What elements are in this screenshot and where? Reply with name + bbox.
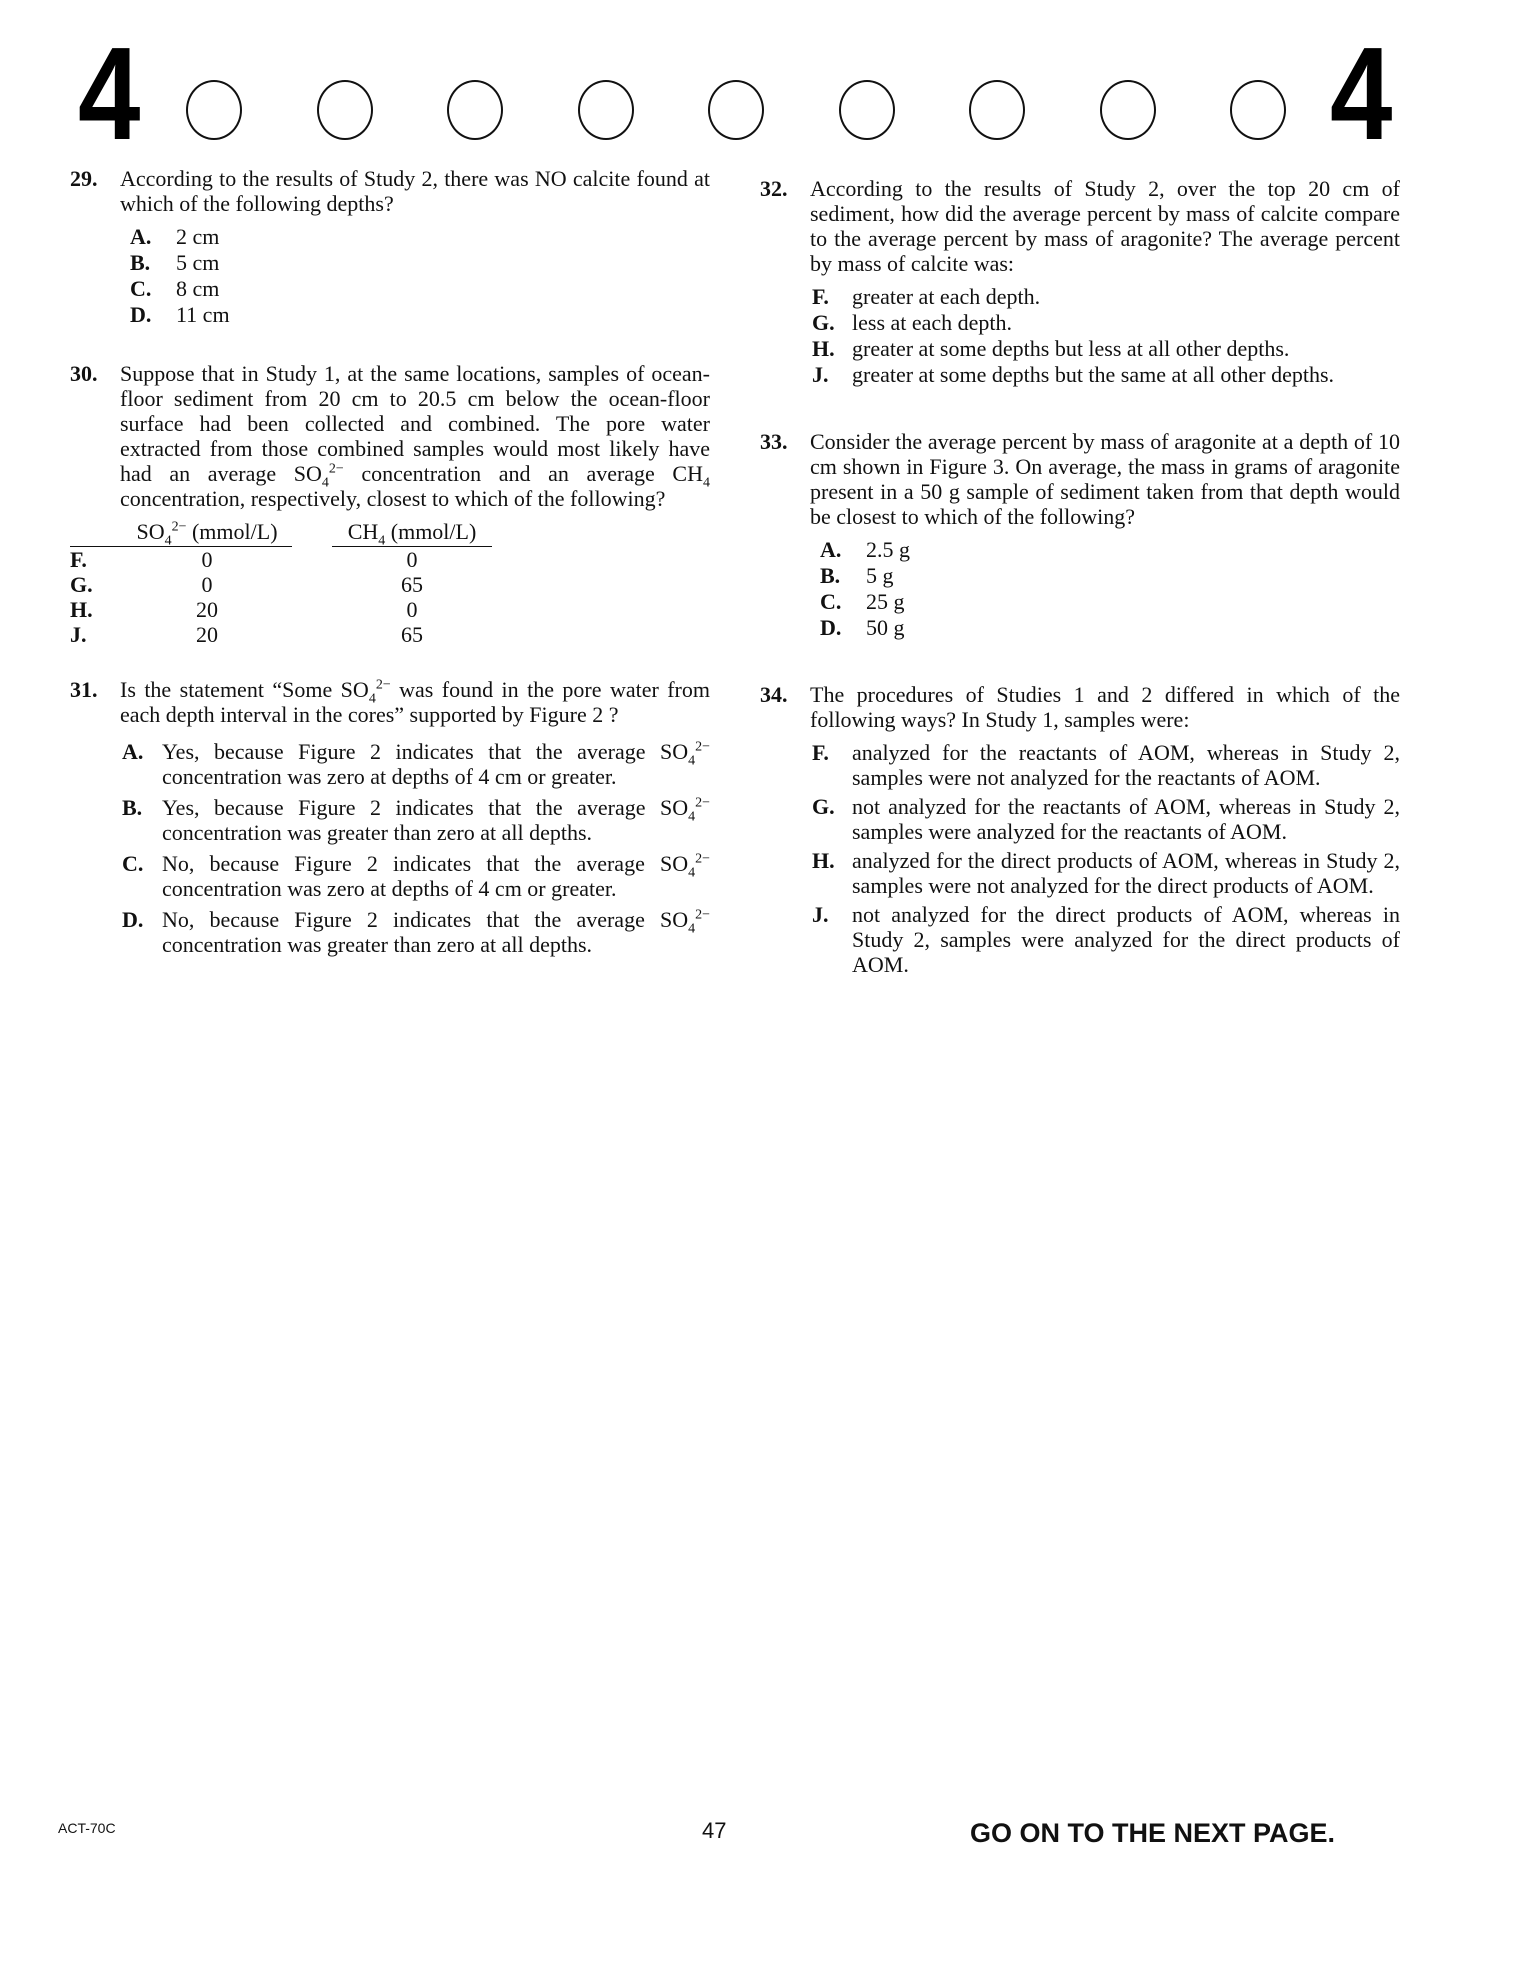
column-header-ch4: $CH_4$ (mmol/L) xyxy=(332,519,492,547)
choice-text: No, because Figure 2 indicates that the average SO xyxy=(162,907,689,932)
answer-bubble-row xyxy=(186,80,1286,140)
choice-label: F. xyxy=(812,740,829,765)
answer-choice[interactable] xyxy=(120,224,710,249)
answer-choice[interactable] xyxy=(810,589,1400,614)
choice-label: J. xyxy=(812,902,829,927)
subscript: 4 xyxy=(321,475,329,491)
choice-text: concentration was zero at depths of 4 cm or greater. xyxy=(162,764,617,789)
question-34 xyxy=(760,682,1400,977)
bubble-circle xyxy=(447,80,503,140)
choice-label: J. xyxy=(70,622,87,647)
superscript: 2− xyxy=(375,677,391,693)
choice-label: F. xyxy=(812,284,829,309)
answer-table xyxy=(70,519,492,647)
choice-label: B. xyxy=(130,250,151,275)
ch4-value: 65 xyxy=(401,622,423,647)
bubble-circle xyxy=(186,80,242,140)
question-number: 32. xyxy=(760,176,788,201)
question-stem xyxy=(120,361,710,511)
bubble-circle xyxy=(1230,80,1286,140)
choice-text: 2.5 g xyxy=(866,537,910,562)
stem-text: was found in the pore water from each depth interval in the cores” supported by Figure 2 ? xyxy=(120,677,710,727)
choice-label: H. xyxy=(70,597,93,622)
question-number: 31. xyxy=(70,677,98,702)
answer-choices xyxy=(810,284,1400,387)
answer-choice[interactable] xyxy=(810,902,1400,977)
choice-text: 5 g xyxy=(866,563,894,588)
table-row[interactable] xyxy=(70,597,492,622)
bubble-circle xyxy=(1100,80,1156,140)
choice-label: A. xyxy=(820,537,842,562)
choice-text: not analyzed for the direct products of AOM, whereas in Study 2, samples were analyzed for the direct products of AOM. xyxy=(852,902,1400,977)
choice-text: 11 cm xyxy=(176,302,230,327)
answer-choice[interactable] xyxy=(810,563,1400,588)
choice-label: H. xyxy=(812,848,835,873)
bubble-circle xyxy=(969,80,1025,140)
answer-choice[interactable] xyxy=(810,284,1400,309)
choice-text: 25 g xyxy=(866,589,905,614)
question-number: 30. xyxy=(70,361,98,386)
answer-choices xyxy=(810,537,1400,640)
table-row[interactable] xyxy=(70,622,492,647)
answer-choice[interactable] xyxy=(120,250,710,275)
question-number: 29. xyxy=(70,166,98,191)
choice-text: greater at each depth. xyxy=(852,284,1041,309)
so4-value: 0 xyxy=(201,572,213,597)
question-32 xyxy=(760,176,1400,387)
answer-choice[interactable]: B. Yes, because Figure 2 indicates that the average $SO_4^{2-}$ concentration was greater than zero at all depths. xyxy=(122,795,710,845)
answer-choice[interactable] xyxy=(810,537,1400,562)
choice-text: greater at some depths but the same at all other depths. xyxy=(852,362,1335,387)
choice-text: 5 cm xyxy=(176,250,220,275)
question-stem: According to the results of Study 2, over the top 20 cm of sediment, how did the average percent by mass of calcite compare to the average percent by mass of aragonite? The average percent by mass of calcite was: xyxy=(810,176,1400,276)
superscript: 2− xyxy=(328,461,344,477)
choice-text: analyzed for the direct products of AOM, whereas in Study 2, samples were not analyzed for the direct products of AOM. xyxy=(852,848,1400,898)
choice-text: not analyzed for the reactants of AOM, whereas in Study 2, samples were analyzed for the reactants of AOM. xyxy=(852,794,1400,844)
subscript: 4 xyxy=(368,691,376,707)
choice-text: greater at some depths but less at all other depths. xyxy=(852,336,1290,361)
choice-label: A. xyxy=(122,739,144,764)
answer-choices xyxy=(810,740,1400,977)
answer-choice[interactable]: A. Yes, because Figure 2 indicates that the average $SO_4^{2-}$ concentration was zero at depths of 4 cm or greater. xyxy=(122,739,710,789)
choice-label: D. xyxy=(820,615,842,640)
answer-choice[interactable] xyxy=(810,615,1400,640)
answer-choice[interactable] xyxy=(810,362,1400,387)
question-number: 33. xyxy=(760,429,788,454)
section-number-left: 4 xyxy=(78,20,141,167)
choice-label: C. xyxy=(122,851,144,876)
answer-choice[interactable] xyxy=(810,794,1400,844)
right-column xyxy=(760,176,1400,1003)
table-row[interactable] xyxy=(70,572,492,597)
column-header-so4: $SO_4^{2-}$ (mmol/L) xyxy=(122,519,292,547)
so4-value: 20 xyxy=(196,622,218,647)
answer-choice[interactable] xyxy=(810,848,1400,898)
choice-label: C. xyxy=(130,276,152,301)
answer-choice[interactable] xyxy=(810,336,1400,361)
choice-text: less at each depth. xyxy=(852,310,1013,335)
answer-choice[interactable] xyxy=(120,276,710,301)
answer-choice[interactable] xyxy=(120,302,710,327)
bubble-circle xyxy=(317,80,373,140)
choice-label: B. xyxy=(122,795,143,820)
choice-label: G. xyxy=(812,310,835,335)
answer-choice[interactable] xyxy=(810,740,1400,790)
choice-text: No, because Figure 2 indicates that the average SO xyxy=(162,851,689,876)
choice-label: H. xyxy=(812,336,835,361)
choice-text: 8 cm xyxy=(176,276,220,301)
stem-text: Suppose that in Study 1, at the same locations, samples of ocean-floor sediment from 20 cm to 20.5 cm below the ocean-floor surface had been collected and combined. The pore water extracted from those combined samples would most likely have had an average SO xyxy=(120,361,710,486)
ch4-value: 0 xyxy=(406,547,418,572)
answer-choice[interactable] xyxy=(810,310,1400,335)
left-column xyxy=(70,166,710,983)
so4-value: 0 xyxy=(201,547,213,572)
question-stem: Consider the average percent by mass of aragonite at a depth of 10 cm shown in Figure 3. On average, the mass in grams of aragonite present in a 50 g sample of sediment taken from that depth would be closest to which of the following? xyxy=(810,429,1400,529)
ch4-value: 0 xyxy=(406,597,418,622)
ch4-value: 65 xyxy=(401,572,423,597)
bubble-circle xyxy=(839,80,895,140)
page-number: 47 xyxy=(702,1818,727,1843)
choice-text: 50 g xyxy=(866,615,905,640)
choice-label: J. xyxy=(812,362,829,387)
choice-text: Yes, because Figure 2 indicates that the average SO xyxy=(162,739,689,764)
choice-text: concentration was greater than zero at all depths. xyxy=(162,932,593,957)
question-stem xyxy=(120,677,710,727)
choice-label: D. xyxy=(122,907,144,932)
choice-text: Yes, because Figure 2 indicates that the average SO xyxy=(162,795,689,820)
choice-label: B. xyxy=(820,563,841,588)
table-row[interactable] xyxy=(70,547,492,573)
choice-label: D. xyxy=(130,302,152,327)
bubble-circle xyxy=(708,80,764,140)
choice-label: G. xyxy=(812,794,835,819)
answer-choices xyxy=(120,739,710,957)
answer-choices xyxy=(120,224,710,327)
section-number-right: 4 xyxy=(1330,20,1393,167)
question-number: 34. xyxy=(760,682,788,707)
next-page-notice: GO ON TO THE NEXT PAGE. xyxy=(970,1818,1336,1848)
question-stem: The procedures of Studies 1 and 2 differed in which of the following ways? In Study 1, samples were: xyxy=(810,682,1400,732)
question-30 xyxy=(70,361,710,511)
form-code: ACT-70C xyxy=(58,1820,116,1836)
choice-label: A. xyxy=(130,224,152,249)
stem-text: concentration, respectively, closest to which of the following? xyxy=(120,486,666,511)
question-29 xyxy=(70,166,710,327)
question-33 xyxy=(760,429,1400,640)
choice-text: analyzed for the reactants of AOM, whereas in Study 2, samples were not analyzed for the reactants of AOM. xyxy=(852,740,1400,790)
choice-label: G. xyxy=(70,572,93,597)
question-stem: According to the results of Study 2, there was NO calcite found at which of the following depths? xyxy=(120,166,710,216)
choice-label: F. xyxy=(70,547,87,572)
bubble-circle xyxy=(578,80,634,140)
stem-text: concentration and an average CH xyxy=(343,461,703,486)
stem-text: Is the statement “Some SO xyxy=(120,677,369,702)
subscript: 4 xyxy=(703,475,710,491)
choice-text: 2 cm xyxy=(176,224,220,249)
choice-text: concentration was zero at depths of 4 cm or greater. xyxy=(162,876,617,901)
question-31 xyxy=(70,677,710,957)
answer-choice[interactable]: D. No, because Figure 2 indicates that the average $SO_4^{2-}$ concentration was greater than zero at all depths. xyxy=(122,907,710,957)
choice-text: concentration was greater than zero at all depths. xyxy=(162,820,593,845)
answer-choice[interactable]: C. No, because Figure 2 indicates that the average $SO_4^{2-}$ concentration was zero at depths of 4 cm or greater. xyxy=(122,851,710,901)
choice-label: C. xyxy=(820,589,842,614)
so4-value: 20 xyxy=(196,597,218,622)
